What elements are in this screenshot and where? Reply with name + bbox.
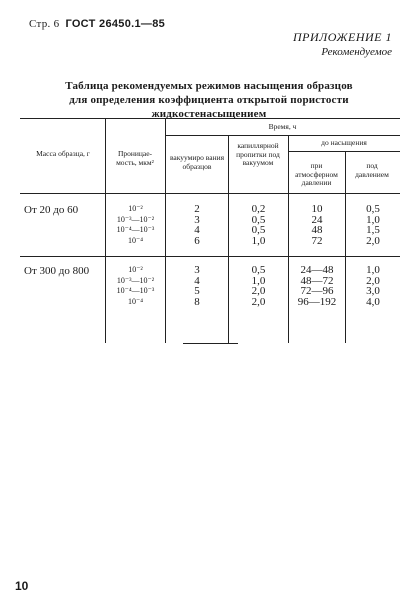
vacuum-value: 4: [194, 224, 200, 236]
page-label: Стр. 6: [29, 18, 60, 30]
atmospheric-values: [289, 204, 345, 246]
capillary-value: 2,0: [251, 295, 266, 308]
table-title-line1: Таблица рекомендуемых режимов насыщения образцов: [65, 80, 353, 92]
group-divider-rule: [20, 256, 400, 257]
vacuum-value: 6: [194, 234, 200, 247]
permeability-value: 10⁻⁴: [127, 235, 143, 245]
time-header-rule: [165, 135, 400, 136]
atmospheric-value: 72: [311, 234, 323, 247]
vacuum-value: 5: [194, 285, 200, 297]
permeability-value: 10⁻²: [128, 204, 143, 213]
capillary-value: 2,0: [251, 285, 266, 297]
vacuum-value: 3: [194, 264, 200, 276]
column-divider: [345, 151, 346, 343]
header-mass: Масса образца, г: [36, 149, 90, 158]
header-vacuum: вакуумиро вания образцов: [169, 153, 225, 171]
atmospheric-values: [289, 265, 345, 307]
permeability-value: 10⁻³—10⁻²: [116, 275, 155, 285]
permeability-value: 10⁻⁴—10⁻³: [116, 286, 155, 295]
vacuum-value: 2: [194, 203, 200, 215]
pressure-values: [346, 204, 400, 246]
pressure-value: 4,0: [366, 295, 380, 308]
permeability-value: 10⁻⁴—10⁻³: [116, 225, 155, 234]
table-top-rule: [20, 118, 400, 119]
saturation-table: [20, 118, 400, 343]
vacuum-values: [166, 204, 228, 246]
table-title: [14, 79, 404, 121]
capillary-value: 0,2: [251, 203, 266, 215]
capillary-value: 0,5: [251, 224, 266, 236]
atmospheric-value: 24—48: [300, 264, 334, 276]
appendix-title: ПРИЛОЖЕНИЕ 1: [293, 30, 392, 44]
vacuum-values: [166, 265, 228, 307]
vacuum-value: 4: [194, 274, 200, 287]
appendix-block: [293, 30, 392, 58]
mass-value: От 300 до 800: [24, 265, 90, 277]
permeability-value: 10⁻⁴: [127, 296, 143, 306]
permeability-values: [106, 204, 165, 246]
pressure-value: 2,0: [366, 274, 380, 287]
capillary-value: 0,5: [251, 213, 266, 226]
vacuum-value: 3: [194, 213, 200, 226]
vacuum-value: 8: [194, 295, 200, 308]
header-before-saturation: до насыщения: [321, 138, 367, 147]
end-of-table-rule: [183, 343, 238, 344]
pressure-value: 2,0: [366, 234, 380, 247]
header-bottom-rule: [20, 193, 400, 194]
capillary-value: 1,0: [251, 274, 266, 287]
header-pressure: под давлением: [355, 161, 389, 179]
table-title-line2: для определения коэффициента открытой пористости жидкостенасыщением: [69, 94, 349, 120]
capillary-values: [229, 265, 288, 307]
permeability-values: [106, 265, 165, 307]
permeability-value: 10⁻³—10⁻²: [116, 214, 155, 224]
saturation-header-rule: [288, 151, 400, 152]
atmospheric-value: 96—192: [297, 295, 337, 308]
pressure-value: 1,0: [366, 213, 380, 226]
header-permeability: Проницае-мость, мкм²: [116, 149, 154, 167]
header-capillary: капиллярной пропитки под вакуумом: [236, 141, 280, 167]
atmospheric-value: 72—96: [300, 285, 334, 297]
atmospheric-value: 48: [311, 224, 323, 236]
page-number: 10: [15, 579, 29, 593]
standard-code: ГОСТ 26450.1—85: [65, 18, 166, 30]
atmospheric-value: 10: [311, 203, 323, 215]
atmospheric-value: 24: [311, 213, 323, 226]
capillary-value: 0,5: [251, 264, 266, 276]
capillary-values: [229, 204, 288, 246]
page-header: [29, 18, 165, 30]
pressure-value: 0,5: [366, 203, 380, 215]
permeability-value: 10⁻²: [128, 265, 143, 274]
pressure-value: 3,0: [366, 285, 380, 297]
atmospheric-value: 48—72: [300, 274, 334, 287]
capillary-value: 1,0: [251, 234, 266, 247]
pressure-value: 1,0: [366, 264, 380, 276]
mass-value: От 20 до 60: [24, 204, 79, 216]
pressure-values: [346, 265, 400, 307]
header-atmospheric: при атмосферном давлении: [295, 161, 338, 187]
appendix-subtitle: Рекомендуемое: [321, 46, 392, 58]
pressure-value: 1,5: [366, 224, 380, 236]
header-time: Время, ч: [268, 122, 297, 131]
